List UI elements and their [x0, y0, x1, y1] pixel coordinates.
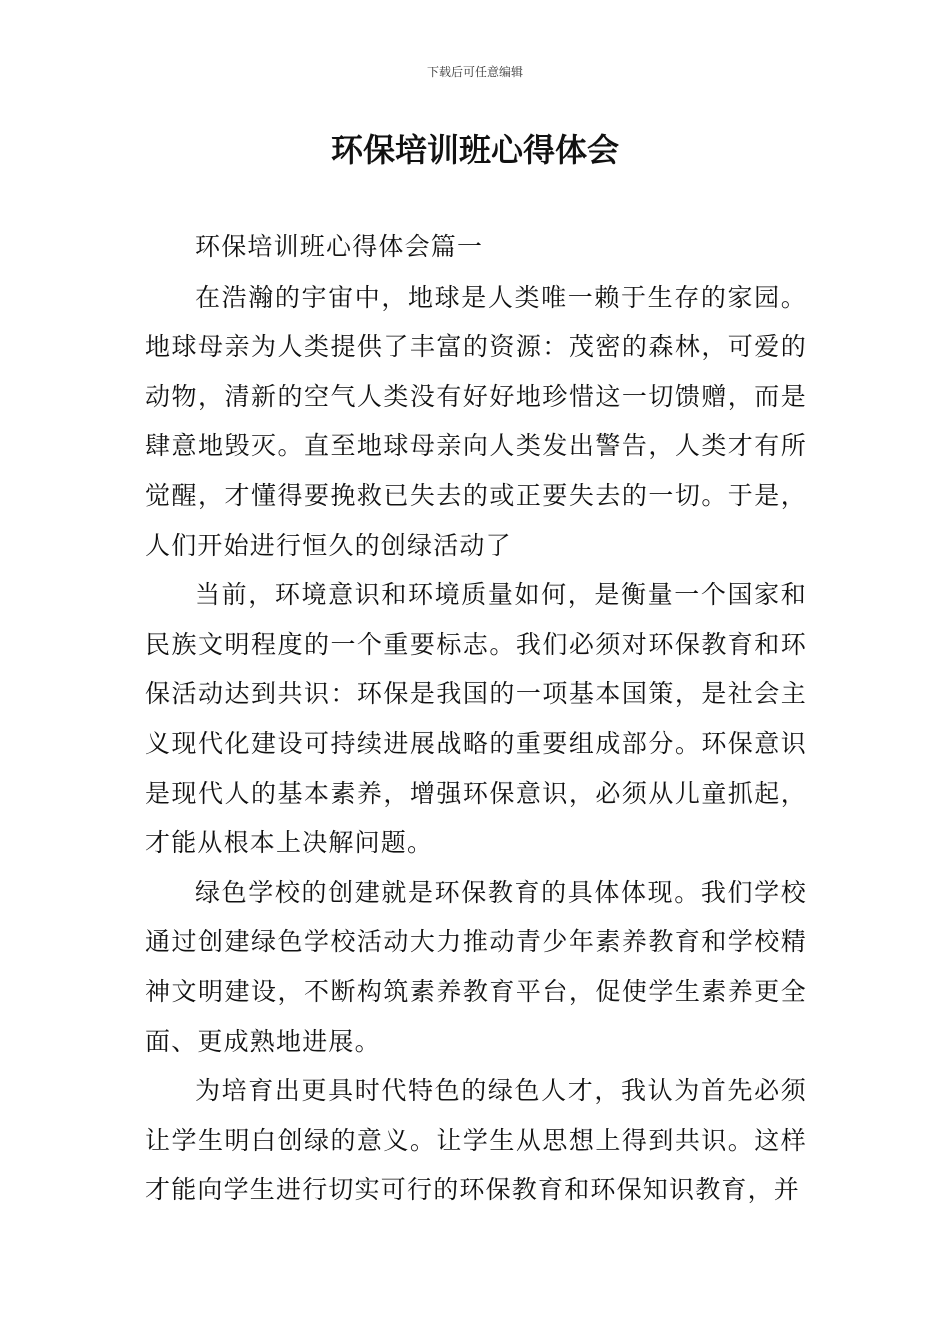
paragraph-3: 绿色学校的创建就是环保教育的具体体现。我们学校通过创建绿色学校活动大力推动青少年素养教育和学校精神文明建设，不断构筑素养教育平台，促使学生素养更全面、更成熟地进展。 [145, 877, 807, 1056]
paragraph-4: 为培育出更具时代特色的绿色人才，我认为首先必须让学生明白创绿的意义。让学生从思想上得到共识。这样才能向学生进行切实可行的环保教育和环保知识教育，并 [145, 1076, 807, 1205]
section-subheading: 环保培训班心得体会篇一 [195, 232, 484, 261]
document-title: 环保培训班心得体会 [330, 131, 619, 169]
paragraph-1: 在浩瀚的宇宙中，地球是人类唯一赖于生存的家园。地球母亲为人类提供了丰富的资源：茂密的森林，可爱的动物，清新的空气人类没有好好地珍惜这一切馈赠，而是肆意地毁灭。直至地球母亲向人类发出警告，人类才有所觉醒，才懂得要挽救已失去的或正要失去的一切。于是，人们开始进行恒久的创绿活动了 [145, 282, 807, 560]
header-note: 下载后可任意编辑 [426, 65, 523, 79]
paragraph-2: 当前，环境意识和环境质量如何，是衡量一个国家和民族文明程度的一个重要标志。我们必须对环保教育和环保活动达到共识：环保是我国的一项基本国策，是社会主义现代化建设可持续进展战略的重要组成部分。环保意识是现代人的基本素养，增强环保意识，必须从儿童抓起，才能从根本上决解问题。 [145, 580, 807, 858]
document-body [145, 222, 807, 1215]
